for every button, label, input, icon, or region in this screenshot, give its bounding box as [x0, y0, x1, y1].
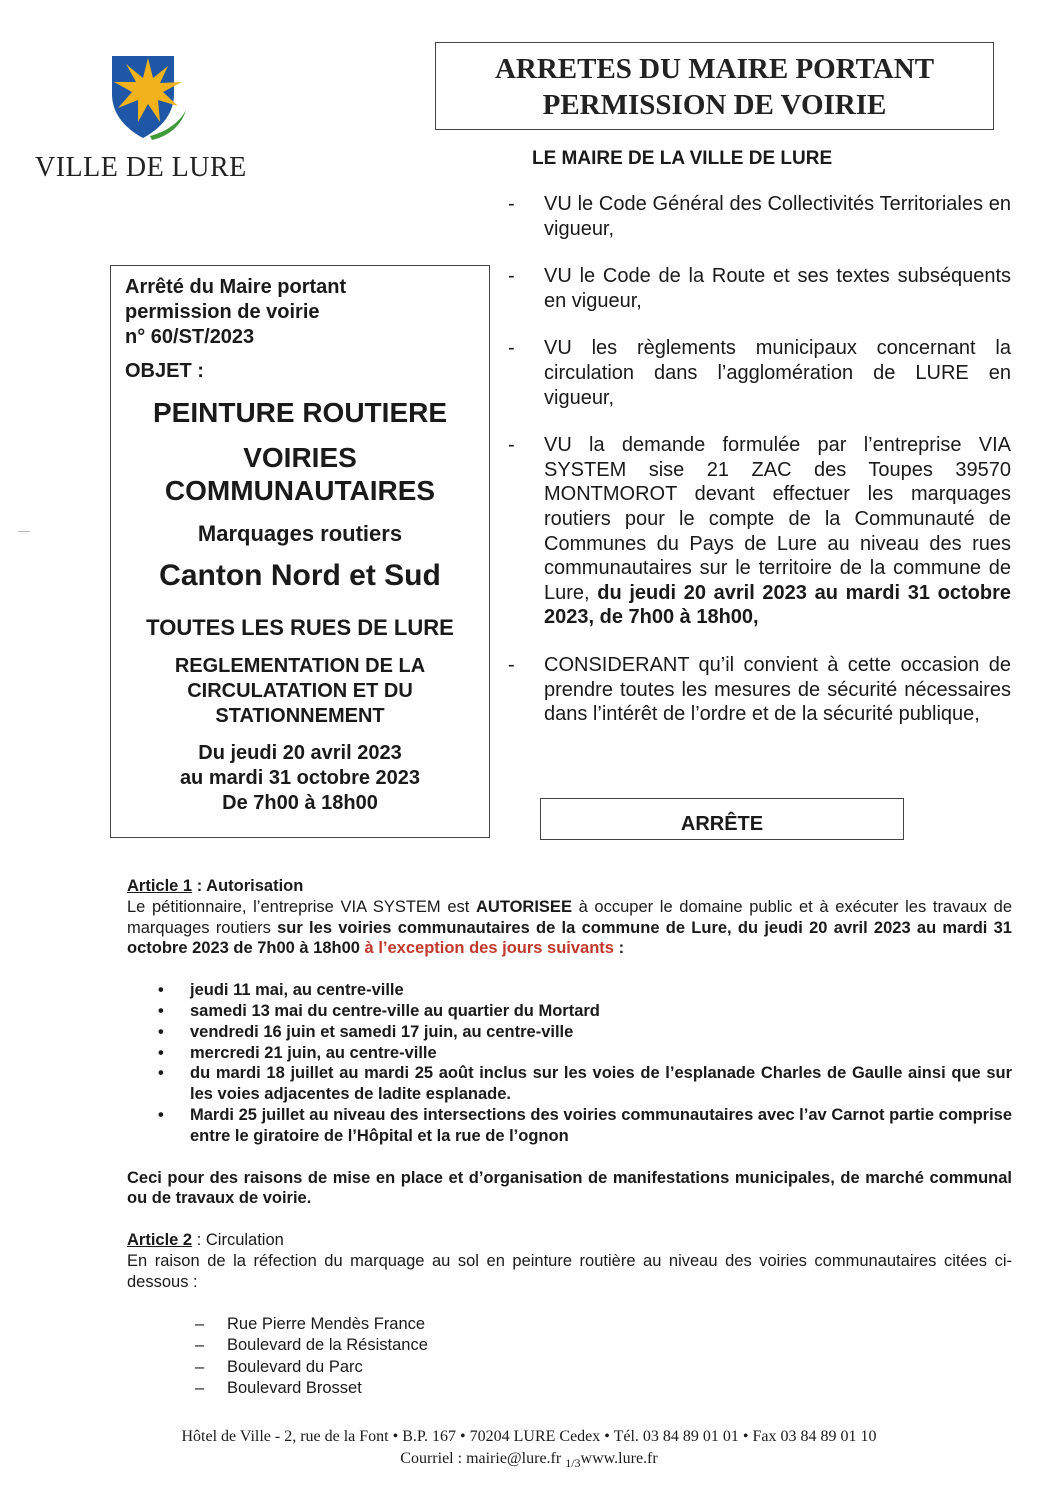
street-name: Rue Pierre Mendès France: [227, 1314, 426, 1333]
dates-line-3: De 7h00 à 18h00: [222, 792, 378, 814]
page-number: 1/3: [565, 1456, 581, 1470]
dash-marker: -: [508, 653, 515, 676]
exception-days-list: [127, 980, 1012, 1146]
consideration-item: [508, 336, 1011, 410]
dates-line-2: au mardi 31 octobre 2023: [179, 767, 421, 789]
ref-line-1: Arrêté du Maire portant: [125, 276, 347, 298]
subject-dates: [125, 741, 475, 816]
article-1-exception-note: à l’exception des jours suivants: [359, 939, 614, 958]
bullet-marker: •: [158, 1022, 164, 1041]
subject-streets: TOUTES LES RUES DE LURE: [146, 615, 454, 640]
regulation-line-2: CIRCULATATION ET DU: [187, 680, 413, 702]
article-1-text-part: à occuper le domaine public et à exécuter les travaux de marquages routiers: [127, 897, 1012, 937]
considerations-list: [508, 192, 1011, 727]
consideration-text: CONSIDERANT qu’il convient à cette occasion de prendre toutes les mesures de sécurité nécessaires dans l’intérêt de l’ordre et de la sécurité publique,: [544, 653, 1011, 726]
article-1-text: [127, 897, 1012, 959]
exception-text: jeudi 11 mai, au centre-ville: [190, 981, 404, 1000]
subject-voiries: [125, 441, 475, 507]
list-item: [127, 1357, 1012, 1379]
consideration-item: [508, 433, 1011, 630]
consideration-item: [508, 653, 1011, 727]
list-item: [127, 1063, 1012, 1105]
document-title-box: [435, 42, 994, 130]
consideration-item: [508, 192, 1011, 241]
footer-website: www.lure.fr: [580, 1450, 658, 1467]
dates-line-1: Du jeudi 20 avril 2023: [198, 742, 402, 764]
article-1-heading: [127, 876, 1012, 897]
bullet-marker: •: [158, 1105, 164, 1124]
city-name: VILLE DE LURE: [35, 152, 247, 183]
article-1-reason: Ceci pour des raisons de mise en place et d’organisation de manifestations municipales, de marché communal ou de travaux de voirie.: [127, 1168, 1012, 1208]
objet-label: OBJET :: [125, 360, 204, 382]
dash-marker: –: [195, 1336, 205, 1355]
bullet-marker: •: [158, 1001, 164, 1020]
street-name: Boulevard Brosset: [227, 1379, 362, 1398]
subject-marquages: Marquages routiers: [197, 521, 403, 546]
streets-list: [127, 1314, 1012, 1400]
article-2-text: En raison de la réfection du marquage au sol en peinture routière au niveau des voiries communautaires citées ci-dessous :: [127, 1251, 1012, 1291]
dash-marker: -: [508, 265, 515, 288]
list-item: [127, 980, 1012, 1001]
street-name: Boulevard de la Résistance: [227, 1336, 428, 1355]
article-1-autorisee: AUTORISEE: [475, 897, 572, 916]
ref-number: n° 60/ST/2023: [125, 326, 255, 348]
footer-address: Hôtel de Ville - 2, rue de la Font • B.P. 167 • 70204 LURE Cedex • Tél. 03 84 89 01 01 • Fax 03 84 89 01 10: [181, 1428, 877, 1445]
street-name: Boulevard du Parc: [227, 1357, 363, 1376]
list-item: [127, 1314, 1012, 1336]
subject-canton: Canton Nord et Sud: [159, 559, 441, 592]
dash-marker: –: [195, 1379, 205, 1398]
dash-marker: –: [195, 1357, 205, 1376]
consideration-text: VU la demande formulée par l’entreprise VIA SYSTEM sise 21 ZAC des Toupes 39570 MONTMOROT devant effectuer les marquages routiers pour le compte de la Communauté de Communes du Pays de Lure au niveau des rues communautaires sur le territoire de la commune de Lure,: [544, 434, 1011, 604]
regulation-line-1: REGLEMENTATION DE LA: [174, 655, 426, 677]
article-1-number: Article 1: [127, 877, 193, 895]
margin-mark: [18, 531, 30, 532]
consideration-text: VU le Code Général des Collectivités Territoriales en vigueur,: [544, 193, 1011, 240]
list-item: [127, 1043, 1012, 1064]
article-2-number: Article 2: [127, 1231, 193, 1250]
bullet-marker: •: [158, 1064, 164, 1083]
subject-regulation: [125, 654, 475, 729]
consideration-item: [508, 264, 1011, 313]
article-2: [127, 1230, 1012, 1399]
exception-text: vendredi 16 juin et samedi 17 juin, au centre-ville: [190, 1022, 574, 1041]
ref-line-2: permission de voirie: [125, 301, 320, 323]
summary-box: [110, 265, 490, 838]
subject-title: PEINTURE ROUTIERE: [152, 397, 448, 428]
regulation-line-3: STATIONNEMENT: [215, 705, 385, 727]
title-line-2: PERMISSION DE VOIRIE: [542, 89, 887, 121]
exception-text: du mardi 18 juillet au mardi 25 août inclus sur les voies de l’esplanade Charles de Gaulle ainsi que sur les voies adjacentes de ladite esplanade.: [190, 1064, 1012, 1104]
page-footer: [0, 1426, 1058, 1470]
list-item: [127, 1378, 1012, 1400]
list-item: [127, 1001, 1012, 1022]
exception-text: samedi 13 mai du centre-ville au quartier du Mortard: [190, 1001, 600, 1020]
article-1-period: sur les voiries communautaires de la commune de Lure, du jeudi 20 avril 2023 au mardi 31 octobre 2023 de 7h00 à 18h00: [127, 918, 1012, 958]
exception-text: mercredi 21 juin, au centre-ville: [190, 1043, 437, 1062]
bullet-marker: •: [158, 1043, 164, 1062]
subject-voiries-line-1: VOIRIES: [243, 442, 357, 473]
arrete-heading: ARRÊTE: [540, 798, 904, 840]
bullet-marker: •: [158, 981, 164, 1000]
article-1-text-part: Le pétitionnaire, l’entreprise VIA SYSTEM est: [127, 897, 476, 916]
consideration-dates: du jeudi 20 avril 2023 au mardi 31 octobre 2023, de 7h00 à 18h00,: [544, 581, 1011, 629]
article-1-title: : Autorisation: [192, 877, 304, 895]
dash-marker: -: [508, 434, 515, 457]
dash-marker: –: [195, 1314, 205, 1333]
title-line-1: ARRETES DU MAIRE PORTANT: [494, 53, 935, 85]
dash-marker: -: [508, 337, 515, 360]
city-logo-icon: [108, 50, 190, 142]
list-item: [127, 1105, 1012, 1147]
exception-text: Mardi 25 juillet au niveau des intersections des voiries communautaires avec l’av Carnot partie comprise entre le giratoire de l’Hôpital et la rue de l’ognon: [190, 1105, 1012, 1145]
list-item: [127, 1335, 1012, 1357]
article-1-colon: :: [613, 939, 625, 958]
list-item: [127, 1022, 1012, 1043]
articles-section: [127, 876, 1012, 1400]
article-2-heading: [127, 1230, 1012, 1251]
subject-voiries-line-2: COMMUNAUTAIRES: [164, 475, 436, 506]
mayor-heading: LE MAIRE DE LA VILLE DE LURE: [532, 148, 833, 169]
dash-marker: -: [508, 193, 515, 215]
footer-contact: [0, 1448, 1058, 1470]
article-2-title: : Circulation: [192, 1231, 284, 1250]
consideration-text: VU le Code de la Route et ses textes subséquents en vigueur,: [544, 265, 1011, 312]
footer-email: Courriel : mairie@lure.fr: [400, 1450, 562, 1467]
consideration-text: VU les règlements municipaux concernant la circulation dans l’agglomération de LURE en vigueur,: [544, 337, 1011, 409]
